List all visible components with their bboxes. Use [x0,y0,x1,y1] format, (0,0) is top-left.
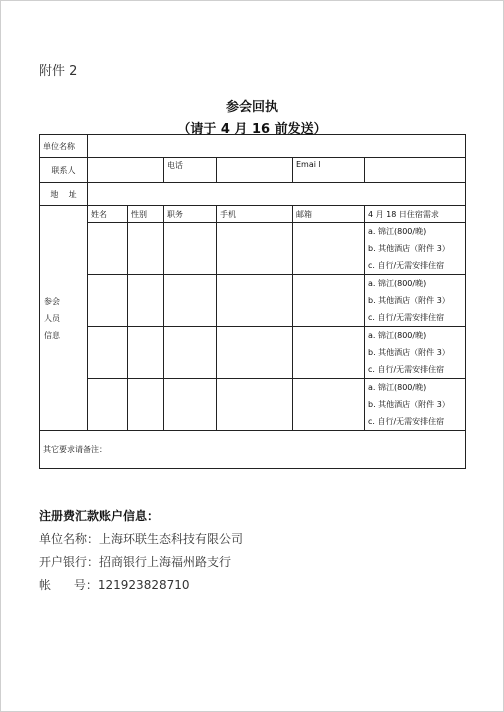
phone-field[interactable] [217,158,293,183]
stay-option-a: a. 锦江(800/晚) [368,383,427,392]
email-label: Emai l [293,158,365,183]
address-field[interactable] [88,183,466,206]
notes-field[interactable] [40,431,466,469]
position-cell[interactable] [164,275,217,327]
gender-cell[interactable] [128,223,164,275]
form-title: 参会回执 [225,100,278,115]
col-stay: 4 月 18 日住宿需求 [365,206,466,223]
phone-label: 电话 [164,158,217,183]
stay-options[interactable] [365,223,466,275]
registration-form-table [39,134,466,469]
name-cell[interactable] [88,379,128,431]
gender-cell[interactable] [128,327,164,379]
mobile-cell[interactable] [217,327,293,379]
attendee-info-label [40,206,88,431]
attendee-row [40,379,466,431]
stay-options[interactable] [365,327,466,379]
email-cell[interactable] [293,275,365,327]
email-cell[interactable] [293,327,365,379]
unit-field[interactable] [88,135,466,158]
mobile-cell[interactable] [217,275,293,327]
unit-row [40,135,466,158]
contact-field[interactable] [88,158,164,183]
position-cell[interactable] [164,327,217,379]
stay-option-b: b. 其他酒店（附件 3） [368,348,450,357]
col-mobile: 手机 [217,206,293,223]
attendee-label-line: 参会 [44,296,60,306]
bank-info-title: 注册费汇款账户信息： [39,509,160,523]
attendee-row [40,327,466,379]
form-subtitle: （请于 4 月 16 前发送） [177,122,327,137]
bank-company-name: 单位名称：上海环联生态科技有限公司 [39,532,244,546]
position-cell[interactable] [164,223,217,275]
position-cell[interactable] [164,379,217,431]
notes-row [40,431,466,469]
stay-option-c: c. 自行/无需安排住宿 [368,417,445,426]
name-cell[interactable] [88,327,128,379]
attendee-header-row [40,206,466,223]
email-cell[interactable] [293,223,365,275]
email-cell[interactable] [293,379,365,431]
attachment-label: 附件 2 [39,64,78,79]
name-cell[interactable] [88,275,128,327]
stay-option-a: a. 锦江(800/晚) [368,227,427,236]
mobile-cell[interactable] [217,379,293,431]
gender-cell[interactable] [128,379,164,431]
stay-option-c: c. 自行/无需安排住宿 [368,313,445,322]
stay-option-a: a. 锦江(800/晚) [368,331,427,340]
bank-name: 开户银行：招商银行上海福州路支行 [39,555,232,569]
col-email: 邮箱 [293,206,365,223]
gender-cell[interactable] [128,275,164,327]
stay-options[interactable] [365,275,466,327]
contact-label: 联系人 [40,158,88,183]
email-field[interactable] [365,158,466,183]
stay-option-b: b. 其他酒店（附件 3） [368,244,450,253]
col-name: 姓名 [88,206,128,223]
contact-row [40,158,466,183]
bank-account-number: 帐 号：121923828710 [39,578,190,592]
unit-label: 单位名称 [40,135,88,158]
stay-options[interactable] [365,379,466,431]
stay-option-c: c. 自行/无需安排住宿 [368,261,445,270]
stay-option-b: b. 其他酒店（附件 3） [368,296,450,305]
stay-option-a: a. 锦江(800/晚) [368,279,427,288]
attendee-row [40,223,466,275]
attendee-label-line: 信息 [44,330,60,340]
col-position: 职务 [164,206,217,223]
stay-option-c: c. 自行/无需安排住宿 [368,365,445,374]
notes-label: 其它要求请备注： [43,445,107,454]
address-row [40,183,466,206]
mobile-cell[interactable] [217,223,293,275]
stay-option-b: b. 其他酒店（附件 3） [368,400,450,409]
name-cell[interactable] [88,223,128,275]
attendee-row [40,275,466,327]
address-label: 地 址 [40,183,88,206]
col-gender: 性别 [128,206,164,223]
attendee-label-line: 人员 [44,313,60,323]
